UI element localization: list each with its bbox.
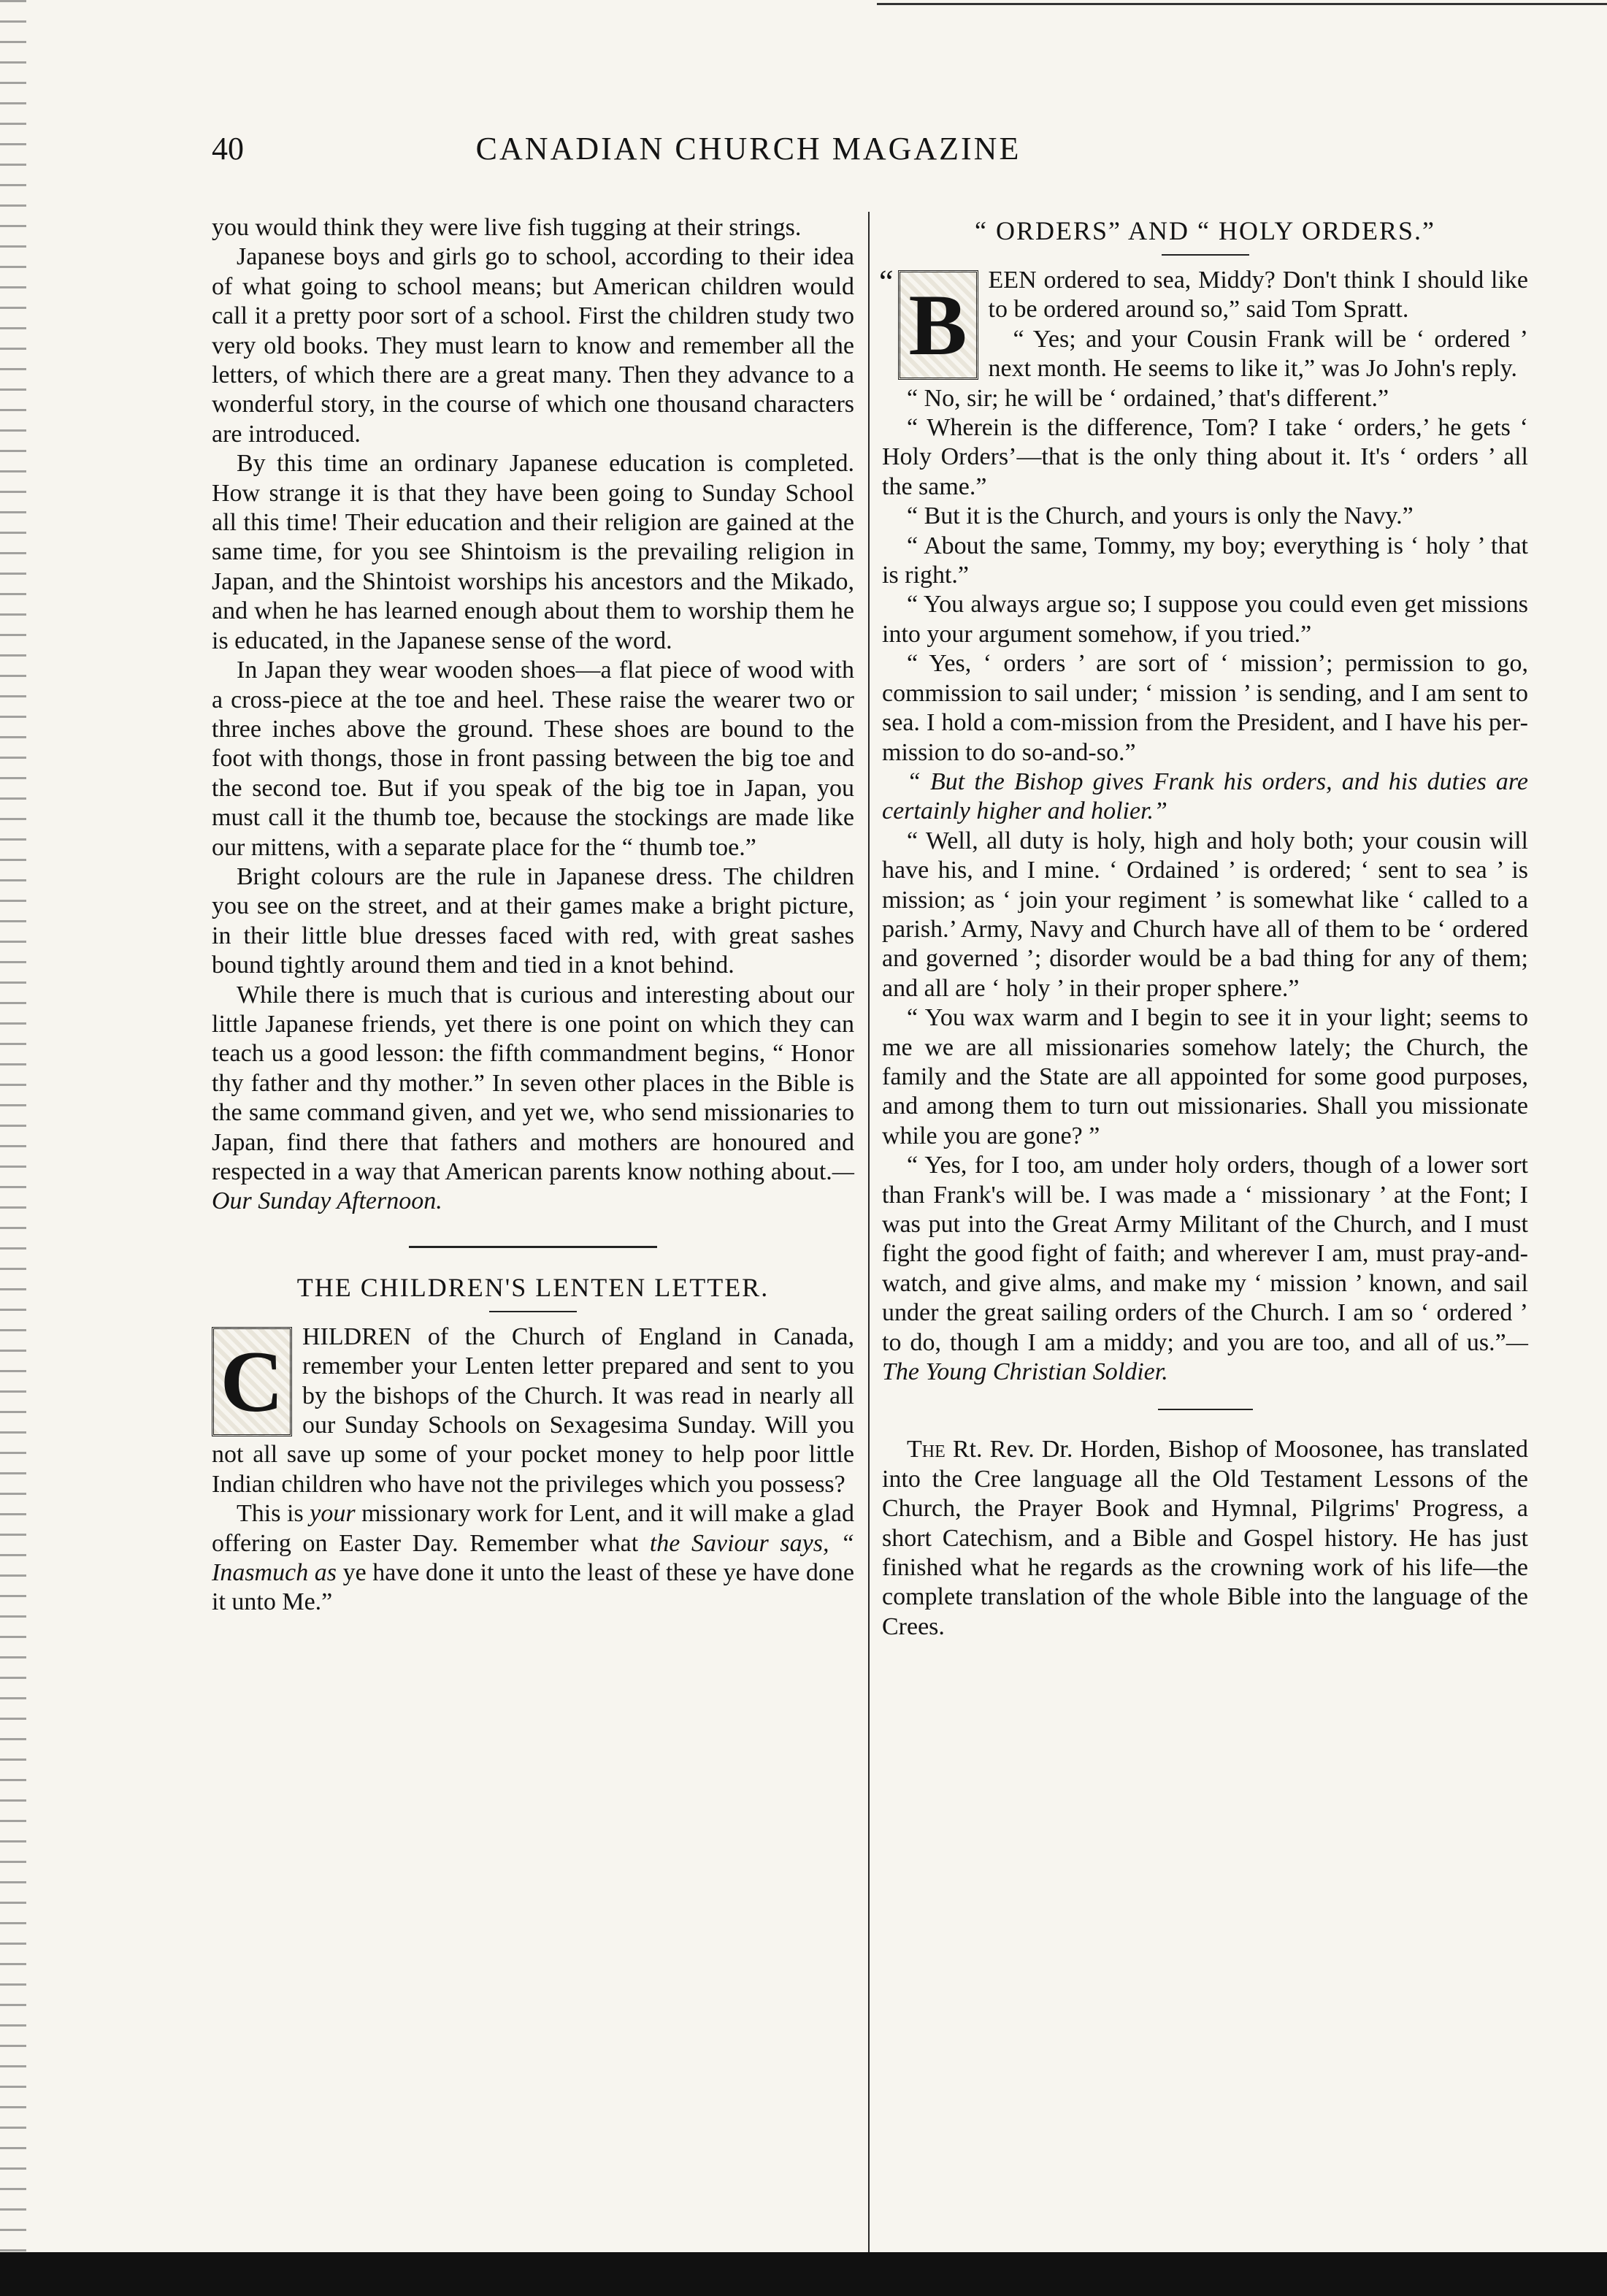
lead-word: The (907, 1436, 946, 1463)
paragraph: By this time an ordinary Japanese education is completed. How strange it is that they have been going to Sunday School all this time! Their education and their religion are gained at the same time, for you see Shintoism is the prevailing religion in Japan, and the Shintoist worships his ancestors and the Mikado, and when he has learned enough about them to worship them he is educated, in the Japanese sense of the word. (212, 450, 854, 654)
italic-run: “ But the Bishop gives Frank his orders, and his duties are certainly higher and holier.” (882, 768, 1528, 825)
paragraph-italic (882, 768, 1528, 827)
paragraph: “ Yes; and your Cousin Frank will be ‘ ordered ’ next month. He seems to like it,” was Jo John's reply. (988, 325, 1528, 383)
paragraph: Japanese boys and girls go to school, according to their idea of what going to school means; but American children would call it a pretty poor sort of a school. First the children study two very old books. They must learn to know and remember all the letters, of which there are a great many. Then they advance to a wonderful story, in the course of which one thousand characters are introduced. (212, 243, 854, 448)
paragraph: you would think they were live fish tugging at their strings. (212, 214, 802, 241)
open-quote: “ (879, 264, 894, 299)
text-run: ye have done it unto the least of these ye have done it unto Me.” (212, 1559, 854, 1616)
paragraph: In Japan they wear wooden shoes—a flat piece of wood with a cross-piece at the toe and heel. These raise the wearer two or three inches above the ground. These shoes are bound to the foot with thongs, those in front passing between the big toe and the second toe. But if you speak of the big toe in Japan, you must call it the thumb toe, because the stockings are made like our mittens, with a separate place for the “ thumb toe.” (212, 657, 854, 861)
paragraph: “ About the same, Tommy, my boy; everything is ‘ holy ’ that is right.” (882, 532, 1528, 589)
top-border-line (877, 3, 1607, 5)
paragraph (882, 1151, 1528, 1387)
paragraph: “ Wherein is the difference, Tom? I take ‘ orders,’ he gets ‘ Holy Orders’—that is the only thing about it. It's ‘ orders ’ all the same.” (882, 414, 1528, 500)
paragraph-text: “ Yes, for I too, am under holy orders, though of a lower sort than Frank's will be. I was made a ‘ missionary ’ at the Font; I was put into the Great Army Militant of the Church, and I must fight the good fight of faith; and wherever I am, must pray-and-watch, and give alms, and make my ‘ mission ’ known, and sail under the great sailing orders of the Church. I am so ‘ ordered ’ to do, though I am a middy; and you are too, and all of us.” (882, 1152, 1528, 1356)
dropcap-initial: B (898, 270, 978, 380)
page-edge-scan-marks (0, 0, 26, 2252)
paragraph: “ No, sir; he will be ‘ ordained,’ that's different.” (907, 384, 1389, 412)
paragraph (212, 1323, 854, 1499)
italic-run: your (310, 1500, 356, 1528)
running-title: CANADIAN CHURCH MAGAZINE (475, 131, 1021, 167)
page-header (212, 130, 1285, 181)
paragraph: “ You always argue so; I suppose you could even get missions into your argument somehow, if you tried.” (882, 591, 1528, 648)
heading-rule (1162, 254, 1249, 256)
dropcap-initial: C (212, 1327, 292, 1436)
paragraph (212, 981, 854, 1217)
source-credit: —The Young Christian Soldier. (882, 1328, 1528, 1386)
paragraph-note (882, 1435, 1528, 1642)
heading-rule (489, 1311, 577, 1312)
paragraph-text: While there is much that is curious and interesting about our little Japanese friends, yet there is one point on which they can teach us a good lesson: the fifth commandment begins, “ Honor thy father and thy mother.” In seven other places in the Bible is the same command given, and yet we, who send missionaries to Japan, find there that fathers and mothers are honoured and respected in a way that American parents know nothing about. (212, 981, 854, 1185)
paragraph: Bright colours are the rule in Japanese dress. The children you see on the street, and at their games make a bright picture, in their little blue dresses faced with red, with great sashes bound tightly around them and tied in a knot behind. (212, 862, 854, 979)
paragraph-text: EEN ordered to sea, Middy? Don't think I should like to be ordered around so,” said Tom Spratt. (988, 267, 1528, 324)
paragraph: “ You wax warm and I begin to see it in your light; seems to me we are all missionaries somehow lately; the Church, the family and the State are all appointed for some good purposes, and among them to turn out missionaries. Shall you missionate while you are gone? ” (882, 1004, 1528, 1149)
section-rule (409, 1246, 657, 1248)
paragraph-text: Rt. Rev. Dr. Horden, Bishop of Moosonee, has translated into the Cree language all the Old Testament Lessons of the Church, the Prayer Book and Hymnal, Pilgrims' Progress, a short Catechism, and a Bible and Gospel history. He has just finished what he regards as the crowning work of his life—the complete translation of the whole Bible into the language of the Crees. (882, 1436, 1528, 1640)
italic-run: the Saviour says, “ Inasmuch as (212, 1529, 854, 1587)
paragraph (212, 1499, 854, 1618)
text-run: This is (237, 1500, 310, 1528)
article-heading-orders: “ ORDERS” AND “ HOLY ORDERS.” (974, 216, 1436, 245)
text-run: missionary work for Lent, and it will make a glad offering on Easter Day. Remember what (212, 1500, 854, 1557)
bottom-scan-edge (0, 2252, 1607, 2296)
section-rule (1158, 1409, 1253, 1410)
right-column (879, 213, 1528, 1642)
first-word: HILDREN (302, 1323, 412, 1350)
paragraph: “ But it is the Church, and yours is only the Navy.” (907, 502, 1414, 530)
paragraph: “ Well, all duty is holy, high and holy both; your cousin will have his, and I mine. ‘ Ordained ’ is ordered; ‘ sent to sea ’ is mission; as ‘ join your regiment ’ is somewhat like ‘ called to a parish.’ Army, Navy and Church have all of them to be ‘ ordered and governed ’; disorder would be a bad thing for any of them; and all are ‘ holy ’ in their proper sphere.” (882, 827, 1528, 1002)
paragraph: “ Yes, ‘ orders ’ are sort of ‘ mission’; permission to go, commission to sail under; ‘ mission ’ is sending, and I am sent to sea. I hold a com-mission from the President, and I have his per-mission to do so-and-so.” (882, 650, 1528, 766)
page-number: 40 (212, 131, 244, 167)
left-column (212, 213, 854, 1618)
column-divider (868, 212, 870, 2257)
source-credit: —Our Sunday Afternoon. (212, 1158, 854, 1215)
paragraph-text: of the Church of England in Canada, remember your Lenten letter prepared and sent to you by the bishops of the Church. It was read in nearly all our Sunday Schools on Sexagesima Sunday. Will you not all save up some of your pocket money to help poor little Indian children who have not the privileges which you possess? (212, 1323, 854, 1498)
article-heading-lenten: THE CHILDREN'S LENTEN LETTER. (296, 1272, 770, 1302)
